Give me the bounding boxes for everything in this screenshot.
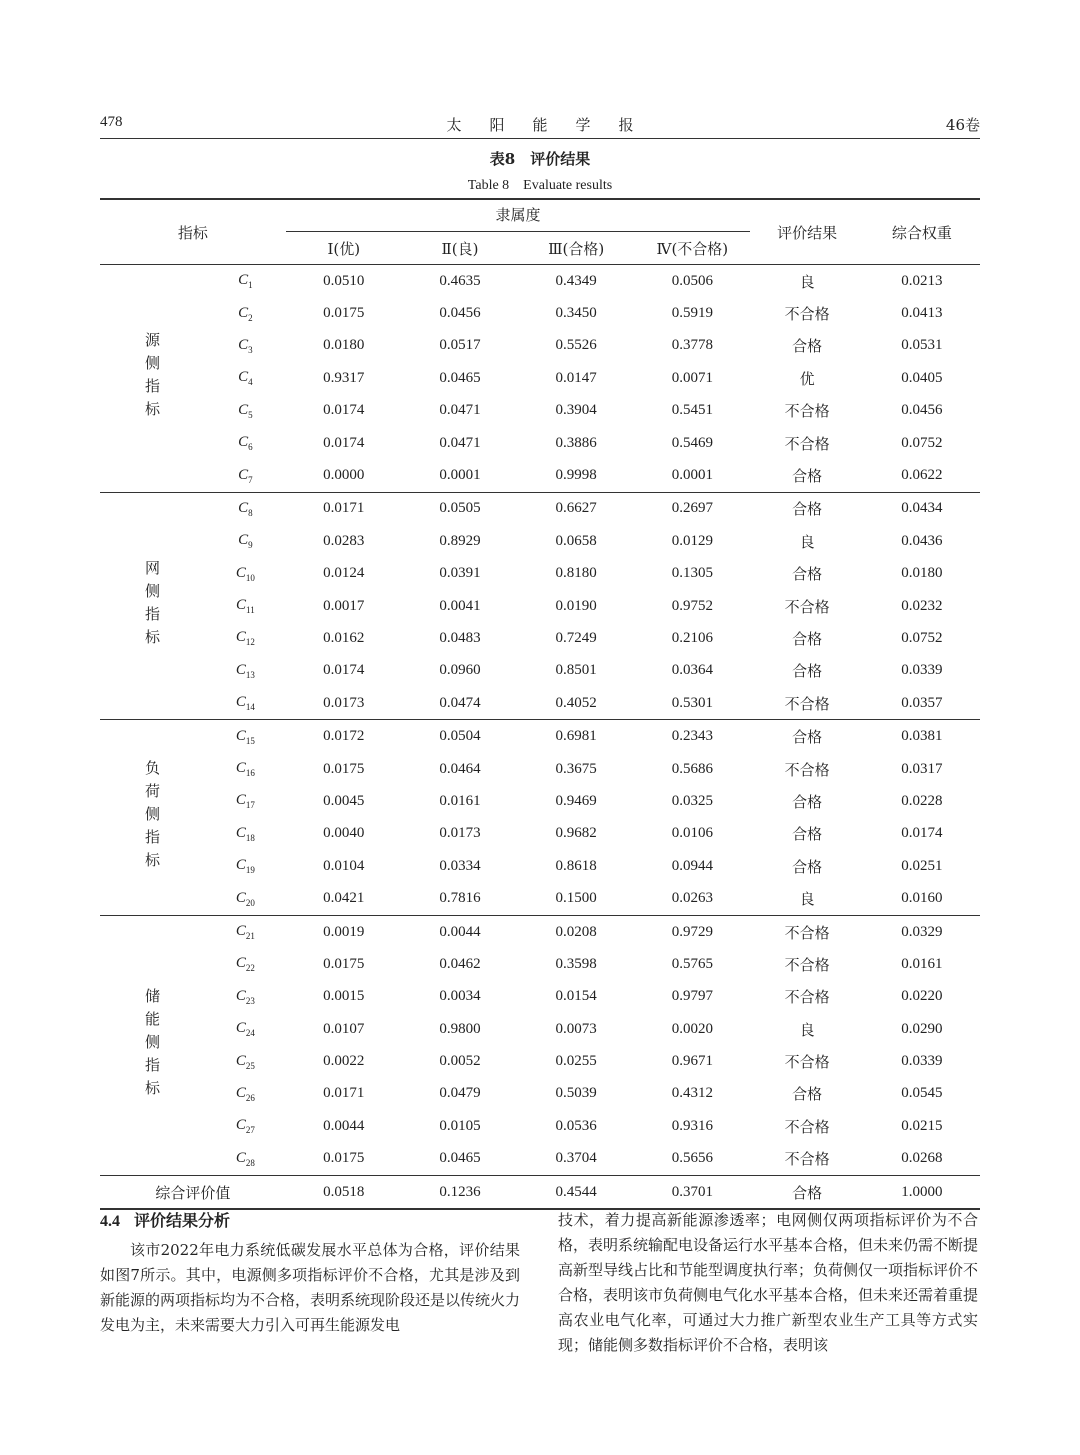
table-caption-en: Table 8 Evaluate results [467,178,613,193]
final-weight: 1.0000 [864,1175,980,1209]
group-label: 源侧指标 [143,332,161,425]
result-value: 不合格 [784,988,830,1007]
grade-1-value: 0.0124 [323,565,365,582]
result-value: 合格 [792,792,823,811]
weight-value: 0.0436 [901,532,943,549]
grade-2-value: 0.0462 [439,955,481,972]
grade-3-value: 0.9998 [555,467,597,484]
table-body [100,265,980,1210]
grade-3-value: 0.0154 [555,988,597,1005]
grade-1-value: 0.0174 [323,662,365,679]
weight-value: 0.0268 [901,1150,943,1167]
indicator-id: $C_{25}$ [235,1052,255,1071]
evaluation-results-table [100,198,980,1210]
grade-2-value: 0.0479 [439,1085,481,1102]
grade-2-value: 0.0052 [439,1053,481,1070]
indicator-id: $C_{26}$ [235,1084,255,1103]
grade-3-value: 0.8501 [555,662,597,679]
grade-2-value: 0.0161 [439,792,481,809]
section-heading [100,1208,520,1234]
weight-value: 0.0174 [901,825,943,842]
grade-3-value: 0.0208 [518,915,634,948]
indicator-id: $C_{12}$ [235,629,255,648]
paragraph-left: 该市2022年电力系统低碳发展水平总体为合格，评价结果如图7所示。其中，电源侧多项指标评价不合格，尤其是涉及到新能源的两项指标均为不合格，表明系统现阶段还是以传统火力发电为主，未来需要大力引入可再生能源发电 [100,1241,521,1334]
table-row [100,558,980,590]
grade-4-value: 0.0263 [671,890,713,907]
result-value: 不合格 [784,760,830,779]
grade-4-value: 0.5919 [671,305,713,322]
section-number: 4.4 [100,1213,120,1230]
header-indicator: 指标 [100,199,286,265]
indicator-id: $C_{11}$ [236,597,255,616]
weight-value: 0.0434 [864,492,980,525]
grade-1-value: 0.0171 [286,492,402,525]
indicator-id: $C_2$ [238,304,253,323]
grade-3-value: 0.0147 [555,369,597,386]
table-row [100,1078,980,1110]
section-title: 评价结果分析 [134,1211,231,1230]
grade-1-value: 0.0510 [323,272,365,289]
grade-2-value: 0.0465 [439,1150,481,1167]
indicator-id: $C_{22}$ [235,955,255,974]
weight-value: 0.0317 [901,760,943,777]
grade-1-value: 0.0015 [323,988,365,1005]
indicator-id: $C_{23}$ [235,987,255,1006]
table-row [100,981,980,1013]
weight-value: 0.0752 [901,434,943,451]
paragraph-right: 技术，着力提高新能源渗透率；电网侧仅两项指标评价为不合格，表明系统输配电设备运行水平基本合格，但未来仍需不断提高新型导线占比和节能型调度执行率；负荷侧仅一项指标评价不合格，表明该市负荷侧电气化水平基本合格，但未来还需着重提高农业电气化率，可通过大力推广新型农业生产工具等方式实现；储能侧多数指标评价不合格，表明该 [558,1211,979,1354]
indicator-id: $C_{21}$ [205,915,286,948]
weight-value: 0.0413 [901,305,943,322]
weight-value: 0.0160 [901,890,943,907]
grade-4-value: 0.0506 [671,272,713,289]
grade-2-value: 0.0483 [439,629,481,646]
table-row [100,459,980,492]
result-value: 不合格 [784,305,830,324]
grade-1-value: 0.0283 [323,532,365,549]
grade-1-value: 0.0175 [323,305,365,322]
grade-4-value: 0.3778 [671,337,713,354]
weight-value: 0.0752 [901,629,943,646]
grade-3-value: 0.3675 [555,760,597,777]
grade-2-value: 0.0044 [402,915,518,948]
weight-value: 0.0622 [901,467,943,484]
grade-3-value: 0.0658 [555,532,597,549]
grade-4-value: 0.9752 [671,597,713,614]
grade-1-value: 0.0421 [323,890,365,907]
grade-4-value: 0.4312 [671,1085,713,1102]
result-value: 良 [799,532,815,551]
grade-1-value: 0.0175 [323,955,365,972]
weight-value: 0.0213 [901,272,943,289]
indicator-id: $C_9$ [238,532,253,551]
grade-2-value: 0.0334 [439,857,481,874]
result-value: 良 [799,1020,815,1039]
membership-label: 隶属度 [286,204,751,232]
grade-2-value: 0.0471 [439,434,481,451]
weight-value: 0.0220 [901,988,943,1005]
grade-4-value: 0.9671 [671,1053,713,1070]
grade-3-value: 0.4052 [555,694,597,711]
indicator-id: $C_{28}$ [235,1149,255,1168]
indicator-id: $C_{17}$ [235,792,255,811]
result-value: 不合格 [784,434,830,453]
table-row [100,1013,980,1045]
indicator-id: $C_{19}$ [235,857,255,876]
final-grade-3: 0.4544 [518,1175,634,1209]
result-value: 合格 [792,857,823,876]
weight-value: 0.0381 [864,720,980,753]
weight-value: 0.0339 [901,662,943,679]
table-row [100,297,980,329]
page-header [100,112,980,139]
grade-2-value: 0.7816 [439,890,481,907]
grade-1-value: 0.9317 [323,369,365,386]
grade-2-value: 0.0041 [439,597,481,614]
grade-3-value: 0.3886 [555,434,597,451]
grade-4-value: 0.9729 [634,915,750,948]
weight-value: 0.0456 [901,402,943,419]
grade-4-value: 0.2106 [671,629,713,646]
indicator-id: $C_3$ [238,336,253,355]
grade-3-value: 0.5039 [555,1085,597,1102]
grade-4-value: 0.0071 [671,369,713,386]
grade-1-value: 0.0173 [323,694,365,711]
weight-value: 0.0232 [901,597,943,614]
table-row [100,330,980,362]
grade-2-value: 0.0517 [439,337,481,354]
grade-1-value: 0.0017 [323,597,365,614]
result-value: 不合格 [784,1053,830,1072]
indicator-id: $C_4$ [238,369,253,388]
grade-4-value: 0.0106 [671,825,713,842]
grade-1-value: 0.0045 [323,792,365,809]
grade-3-value: 0.0190 [555,597,597,614]
grade-4-value: 0.5656 [671,1150,713,1167]
result-value: 合格 [750,720,863,753]
result-value: 合格 [792,1085,823,1104]
grade-4-value: 0.2697 [634,492,750,525]
header-weight: 综合权重 [864,199,980,265]
grade-1-value: 0.0172 [286,720,402,753]
grade-4-value: 0.0325 [671,792,713,809]
weight-value: 0.0251 [901,857,943,874]
table-row [100,720,980,753]
indicator-id: $C_7$ [238,466,253,485]
grade-3-value: 0.6627 [518,492,634,525]
table-row [100,395,980,427]
grade-4-value: 0.9316 [671,1117,713,1134]
header-result: 评价结果 [750,199,863,265]
result-value: 优 [799,369,815,388]
indicator-id: $C_{16}$ [235,760,255,779]
table-row [100,622,980,654]
grade-4-value: 0.5469 [671,434,713,451]
final-label: 综合评价值 [100,1175,286,1209]
grade-3-value: 0.8180 [555,565,597,582]
grade-2-value: 0.0105 [439,1117,481,1134]
grade-3-value: 0.3904 [555,402,597,419]
grade-1-value: 0.0162 [323,629,365,646]
indicator-id: $C_{15}$ [205,720,286,753]
table-row [100,687,980,720]
weight-value: 0.0405 [901,369,943,386]
grade-4-value: 0.0944 [671,857,713,874]
weight-value: 0.0161 [901,955,943,972]
indicator-id: $C_{24}$ [235,1020,255,1039]
grade-2-value: 0.0505 [402,492,518,525]
grade-2-value: 0.9800 [439,1020,481,1037]
grade-4-value: 0.5686 [671,760,713,777]
result-value: 不合格 [784,1150,830,1169]
grade-2-value: 0.0465 [439,369,481,386]
weight-value: 0.0228 [901,792,943,809]
indicator-id: $C_{10}$ [235,564,255,583]
grade-3-value: 0.3704 [555,1150,597,1167]
grade-3-value: 0.3450 [555,305,597,322]
grade-1-value: 0.0175 [323,760,365,777]
table-row [100,362,980,394]
grade-3-value: 0.3598 [555,955,597,972]
weight-value: 0.0329 [864,915,980,948]
indicator-id: $C_8$ [205,492,286,525]
grade-4-value: 0.0001 [671,467,713,484]
grade-2-value: 0.0474 [439,694,481,711]
indicator-id: $C_{14}$ [235,694,255,713]
table-caption-cn: 表8 评价结果 [489,150,591,168]
table-row [100,525,980,557]
table-row [100,850,980,882]
result-value: 不合格 [784,955,830,974]
group-label: 负荷侧指标 [100,720,205,915]
page-number: 478 [100,114,123,130]
indicator-id: $C_{13}$ [235,661,255,680]
table-row [100,265,980,298]
table-row [100,492,980,525]
volume-label: 46卷 [945,116,980,134]
indicator-id: $C_5$ [238,401,253,420]
result-value: 不合格 [784,597,830,616]
grade-2-value: 0.0034 [439,988,481,1005]
weight-value: 0.0290 [901,1020,943,1037]
indicator-id: $C_{27}$ [235,1117,255,1136]
grade-4-value: 0.0364 [671,662,713,679]
header-grade-1: Ⅰ(优) [286,232,402,265]
grade-3-value: 0.5526 [555,337,597,354]
weight-value: 0.0531 [901,337,943,354]
indicator-id: $C_1$ [238,272,253,291]
grade-2-value: 0.0391 [439,565,481,582]
grade-1-value: 0.0040 [323,825,365,842]
result-value: 不合格 [784,402,830,421]
table-row [100,915,980,948]
table-row [100,1045,980,1077]
table-row [100,882,980,915]
grade-3-value: 0.0255 [555,1053,597,1070]
header-grade-4: Ⅳ(不合格) [634,232,750,265]
grade-1-value: 0.0180 [323,337,365,354]
text-column-left [100,1208,520,1338]
group-label: 储能侧指标 [100,915,205,1175]
table-row [100,785,980,817]
grade-3-value: 0.1500 [555,890,597,907]
table-row [100,427,980,459]
weight-value: 0.0215 [901,1117,943,1134]
result-value: 不合格 [784,694,830,713]
weight-value: 0.0545 [901,1085,943,1102]
result-value: 合格 [792,467,823,486]
result-value: 良 [799,272,815,291]
result-value: 合格 [792,629,823,648]
weight-value: 0.0339 [901,1053,943,1070]
grade-1-value: 0.0175 [323,1150,365,1167]
grade-2-value: 0.0001 [439,467,481,484]
grade-4-value: 0.2343 [634,720,750,753]
grade-1-value: 0.0107 [323,1020,365,1037]
grade-3-value: 0.9682 [555,825,597,842]
grade-2-value: 0.0471 [439,402,481,419]
header-membership [286,199,751,232]
result-value: 不合格 [784,1117,830,1136]
grade-4-value: 0.9797 [671,988,713,1005]
weight-value: 0.0357 [901,694,943,711]
grade-4-value: 0.1305 [671,565,713,582]
grade-4-value: 0.0129 [671,532,713,549]
grade-1-value: 0.0104 [323,857,365,874]
table-row [100,1110,980,1142]
table-row [100,590,980,622]
grade-4-value: 0.5301 [671,694,713,711]
grade-2-value: 0.0960 [439,662,481,679]
indicator-id: $C_{20}$ [235,889,255,908]
grade-2-value: 0.4635 [439,272,481,289]
final-grade-4: 0.3701 [634,1175,750,1209]
grade-4-value: 0.0020 [671,1020,713,1037]
final-result: 合格 [750,1175,863,1209]
header-grade-2: Ⅱ(良) [402,232,518,265]
table-row [100,948,980,980]
grade-2-value: 0.0504 [402,720,518,753]
final-row [100,1175,980,1209]
grade-3-value: 0.4349 [555,272,597,289]
grade-1-value: 0.0171 [323,1085,365,1102]
grade-1-value: 0.0019 [286,915,402,948]
grade-1-value: 0.0000 [323,467,365,484]
table-row [100,818,980,850]
header-grade-3: Ⅲ(合格) [518,232,634,265]
text-column-right [558,1208,978,1358]
indicator-id: $C_{18}$ [235,824,255,843]
result-value: 不合格 [750,915,863,948]
table-row [100,1143,980,1176]
grade-3-value: 0.7249 [555,629,597,646]
weight-value: 0.0180 [901,565,943,582]
final-grade-2: 0.1236 [402,1175,518,1209]
final-grade-1: 0.0518 [286,1175,402,1209]
result-value: 合格 [792,337,823,356]
grade-3-value: 0.8618 [555,857,597,874]
result-value: 合格 [792,662,823,681]
result-value: 合格 [792,565,823,584]
grade-1-value: 0.0044 [323,1117,365,1134]
result-value: 合格 [792,825,823,844]
grade-2-value: 0.8929 [439,532,481,549]
table-row [100,655,980,687]
grade-3-value: 0.0073 [555,1020,597,1037]
grade-2-value: 0.0173 [439,825,481,842]
grade-2-value: 0.0456 [439,305,481,322]
grade-1-value: 0.0022 [323,1053,365,1070]
grade-3-value: 0.9469 [555,792,597,809]
result-value: 合格 [750,492,863,525]
result-value: 良 [799,890,815,909]
grade-2-value: 0.0464 [439,760,481,777]
grade-1-value: 0.0174 [323,434,365,451]
grade-1-value: 0.0174 [323,402,365,419]
grade-3-value: 0.0536 [555,1117,597,1134]
group-label: 网侧指标 [100,492,205,720]
journal-name: 太阳能学报 [446,116,662,134]
grade-3-value: 0.6981 [518,720,634,753]
indicator-id: $C_6$ [238,434,253,453]
grade-4-value: 0.5451 [671,402,713,419]
grade-4-value: 0.5765 [671,955,713,972]
table-row [100,753,980,785]
